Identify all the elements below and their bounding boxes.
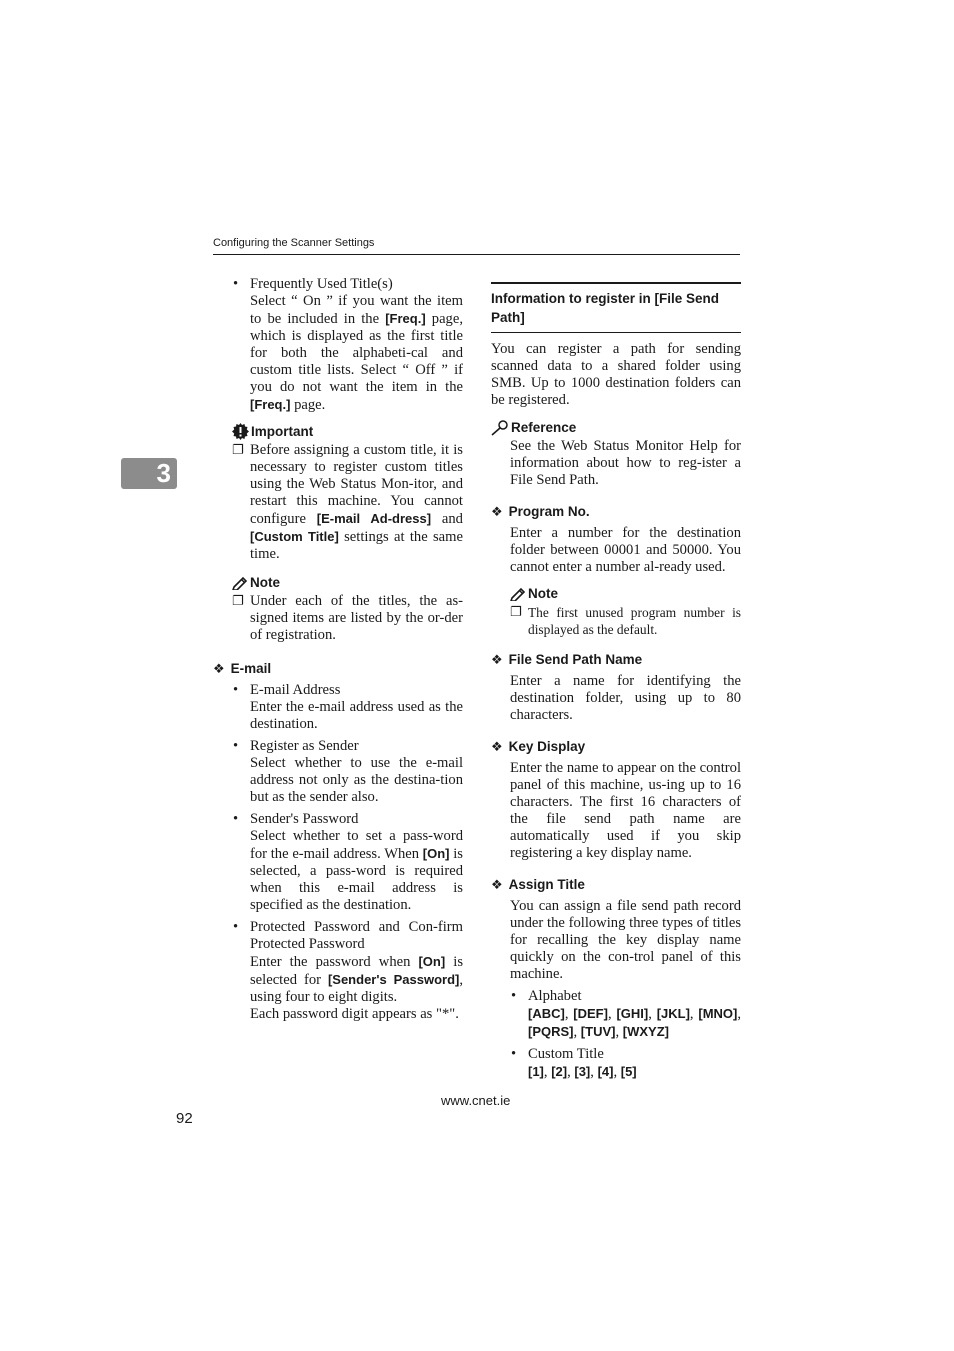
list-item-email-address [213,682,463,733]
item-title: Alphabet [528,988,582,1004]
bullet-icon: • [233,919,239,935]
note-callout [510,585,741,602]
ui-key: [MNO] [698,1006,738,1021]
ui-key: [GHI] [616,1006,649,1021]
note-label: Note [250,575,280,590]
ui-key-on: [On] [422,846,450,861]
item-title: Register as Sender [250,738,359,754]
magnifier-icon [491,420,509,436]
assign-title-text: You can assign a file send path record under the following three types of titles for recalling the key display name quickly on the con-trol panel of this machine. [510,898,741,982]
item-text: Select whether to set a pass-word for the e-mail address. When [On] is selected, a pass-word is required when this e-mail address is specified as the destination. [250,828,463,913]
diamond-icon: ❖ [213,662,225,677]
diamond-icon: ❖ [491,505,503,520]
ui-key-freq: [Freq.] [385,311,426,326]
ui-key: [TUV] [580,1024,616,1039]
alphabet-keys: [ABC], [DEF], [GHI], [JKL], [MNO], [PQRS], [TUV], [WXYZ] [528,1006,742,1040]
item-title: Frequently Used Title(s) [250,276,393,292]
program-no-text: Enter a number for the destination folder between 00001 and 50000. You cannot enter a number al-ready used. [510,525,741,575]
checkbox-icon: ❐ [510,605,522,620]
key-display-text: Enter the name to appear on the control panel of this machine, us-ing up to 16 characters. The first 16 characters of the file send path name are automatically used if you skip registering a key display name. [510,760,741,861]
ui-key: [DEF] [573,1006,608,1021]
item-title: Custom Title [528,1046,604,1062]
list-item-freq [213,276,463,414]
chapter-tab [121,458,177,489]
checkbox-icon: ❐ [232,443,244,458]
item-title: E-mail Address [250,682,341,698]
running-header: Configuring the Scanner Settings [213,237,375,249]
ui-key: [5] [620,1064,637,1079]
bullet-icon: • [233,738,239,754]
bullet-icon: • [511,988,517,1004]
note-item: ❐ Under each of the titles, the as-signed items are listed by the or-der of registration. [232,593,463,643]
item-title: Protected Password and Con-firm Protected Password [250,919,463,952]
item-text: Select whether to use the e-mail address not only as the destina-tion but as the sender also. [250,755,463,805]
list-item-alphabet [491,988,741,1041]
ui-key: [WXYZ] [622,1024,669,1039]
reference-text: See the Web Status Monitor Help for information about how to reg-ister a File Send Path. [510,438,741,488]
ui-key-on: [On] [418,954,446,969]
ui-key: [2] [551,1064,568,1079]
left-column [213,276,463,1028]
list-item-protected-password [213,919,463,1023]
reference-callout [491,419,741,436]
ui-key: [JKL] [656,1006,690,1021]
item-text: Each password digit appears as "*". [250,1006,459,1022]
bullet-icon: • [233,276,239,292]
section-heading-program-no: ❖ Program No. [491,504,590,520]
ui-key-custom-title: [Custom Title] [250,529,339,544]
important-callout [232,423,463,440]
ui-key-freq: [Freq.] [250,397,291,412]
item-text: Enter the password when [On] is selected for [Sender's Password], using four to eight digits. [250,954,464,1005]
important-item: ❐ Before assigning a custom title, it is necessary to register custom titles using the Web Status Mon-itor, and restart this machine. You cannot configure [E-mail Ad-dress] and [Custom Title] settings at the same time. [232,442,463,562]
section-heading-email: ❖ E-mail [213,661,272,677]
bullet-icon: • [233,682,239,698]
section-heading-key-display: ❖ Key Display [491,739,586,755]
bullet-icon: • [233,811,239,827]
important-icon [232,423,249,440]
list-item-register-sender [213,738,463,806]
note-label: Note [528,586,558,601]
custom-keys: [1], [2], [3], [4], [5] [528,1064,637,1080]
ui-key: [1] [528,1064,544,1079]
pencil-icon [510,587,526,601]
diamond-icon: ❖ [491,653,503,668]
header-rule [213,254,740,255]
chapter-number: 3 [156,458,171,488]
pencil-icon [232,576,248,590]
ui-key: [3] [574,1064,591,1079]
item-title: Sender's Password [250,811,359,827]
intro-paragraph: You can register a path for sending scanned data to a shared folder using SMB. Up to 1000 destination folders can be registered. [491,341,741,408]
item-text: Select “ On ” if you want the item to be included in the [Freq.] page, which is displayed as the first title for both the alphabeti-cal and custom title lists. Select “ Off ” if you do not want the item in the [Freq.] page. [250,293,463,413]
ui-key: [PQRS] [528,1024,574,1039]
reference-label: Reference [511,420,577,435]
item-text: Enter the e-mail address used as the destination. [250,699,463,732]
section-heading-file-send-path-name: ❖ File Send Path Name [491,652,643,668]
ui-key: [4] [597,1064,614,1079]
page-number: 92 [176,1110,193,1127]
note-item: ❐ The first unused program number is displayed as the default. [510,605,741,637]
ui-key-senders-password: [Sender's Password] [327,972,460,987]
important-label: Important [251,424,314,439]
list-item-sender-password [213,811,463,914]
checkbox-icon: ❐ [232,594,244,609]
section-heading-assign-title: ❖ Assign Title [491,877,585,893]
box-heading: Information to register in [File Send Path] [491,282,741,333]
list-item-custom-title [491,1046,741,1081]
note-callout [232,574,463,591]
file-send-path-name-text: Enter a name for identifying the destination folder, using up to 80 characters. [510,673,741,723]
footer-url: www.cnet.ie [441,1093,511,1108]
ui-key-email-address: [E-mail Ad-dress] [316,511,432,526]
diamond-icon: ❖ [491,740,503,755]
diamond-icon: ❖ [491,878,503,893]
ui-key: [ABC] [528,1006,565,1021]
bullet-icon: • [511,1046,517,1062]
right-column [491,276,741,1086]
